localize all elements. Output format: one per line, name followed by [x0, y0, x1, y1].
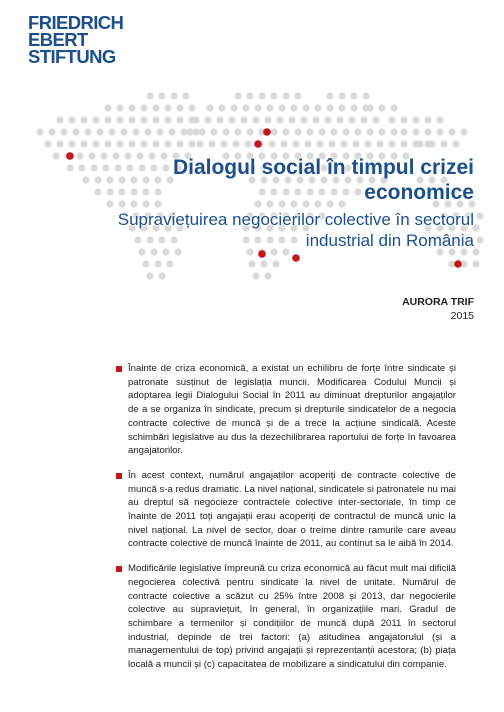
- map-dot: [198, 128, 205, 135]
- map-dot: [416, 140, 423, 147]
- map-dot: [376, 140, 383, 147]
- map-dot: [436, 116, 443, 123]
- map-dot: [272, 260, 279, 267]
- map-dot: [302, 104, 309, 111]
- map-dot: [326, 92, 333, 99]
- map-dot: [338, 92, 345, 99]
- map-dot: [140, 140, 147, 147]
- map-dot: [362, 92, 369, 99]
- map-dot: [230, 104, 237, 111]
- map-dot: [164, 140, 171, 147]
- map-dot: [252, 272, 259, 279]
- map-dot: [120, 128, 127, 135]
- bullet-text: În acest context, numărul angajaților acoperiți de contracte colective de muncă s-a redus dramatic. La nivel național, sindicatele si patronatele nu mai au dreptul să negocieze contractele colective inter-sectoriale, în timp ce înainte de 2011 toți angajații erau acoperiți de contractul de muncă unic la nivel național. La nivel de sector, doar o treime dintre ramurile care aveau contracte colective de muncă înainte de 2011, au continut sa le aibă în 2014.: [128, 469, 456, 550]
- map-dot: [188, 140, 195, 147]
- map-dot: [364, 140, 371, 147]
- map-dot: [326, 104, 333, 111]
- map-dot-highlight: [254, 140, 262, 148]
- map-dot: [390, 104, 397, 111]
- map-dot: [164, 116, 171, 123]
- map-dot: [436, 128, 443, 135]
- map-dot: [378, 104, 385, 111]
- map-dot: [168, 128, 175, 135]
- summary-bullet: [128, 362, 456, 458]
- map-dot: [196, 140, 203, 147]
- map-dot: [104, 116, 111, 123]
- bullet-text: Modificările legislative împreună cu criza economică au făcut mult mai dificilă negocierea colectivă pentru sindicate la nivel de unitate. Numărul de contracte colective a scăzut cu 25% între 2008 și 2013, dar negocierile colective au supraviețuit, în general, în organizațiile mari. Gradul de schimbare a termenilor și condițiilor de muncă după 2011 în sectorul industrial, depinde de trei factori: (a) atitudinea angajatorului (și a managementului de top) privind angajații și reprezentanții acestora; (b) piața locală a muncii și (c) capacitatea de mobilizare a sindicatului din companie.: [128, 563, 456, 671]
- map-dot-highlight: [454, 260, 462, 268]
- map-dot: [318, 128, 325, 135]
- map-dot: [234, 92, 241, 99]
- summary-bullet: [128, 469, 456, 551]
- map-dot-highlight: [263, 128, 271, 136]
- map-dot: [104, 104, 111, 111]
- map-dot: [350, 92, 357, 99]
- map-dot: [142, 260, 149, 267]
- map-dot: [252, 116, 259, 123]
- map-dot: [76, 152, 83, 159]
- map-dot: [258, 92, 265, 99]
- map-dot: [306, 128, 313, 135]
- map-dot: [234, 128, 241, 135]
- map-dot: [350, 104, 357, 111]
- map-dot: [128, 140, 135, 147]
- map-dot: [52, 152, 59, 159]
- map-dot: [92, 140, 99, 147]
- summary-bullets: [128, 362, 456, 683]
- map-dot: [452, 140, 459, 147]
- map-dot: [476, 236, 483, 243]
- map-dot: [312, 116, 319, 123]
- map-dot: [166, 260, 173, 267]
- bullet-marker-icon: [116, 566, 122, 572]
- document-title: Dialogul social în timpul crizei economice: [172, 156, 474, 204]
- map-dot: [246, 92, 253, 99]
- map-dot: [176, 104, 183, 111]
- map-dot: [208, 140, 215, 147]
- map-dot: [304, 140, 311, 147]
- map-dot: [56, 140, 63, 147]
- map-dot: [80, 116, 87, 123]
- map-dot: [448, 128, 455, 135]
- map-dot: [328, 140, 335, 147]
- map-dot: [72, 128, 79, 135]
- map-dot: [82, 176, 89, 183]
- map-dot: [264, 272, 271, 279]
- map-dot: [240, 116, 247, 123]
- map-dot: [154, 260, 161, 267]
- map-dot: [412, 116, 419, 123]
- map-dot: [314, 104, 321, 111]
- map-dot: [400, 140, 407, 147]
- author-block: [402, 295, 474, 323]
- map-dot: [78, 164, 85, 171]
- map-dot: [146, 272, 153, 279]
- map-dot: [242, 104, 249, 111]
- map-dot-highlight: [292, 254, 300, 262]
- map-dot: [68, 116, 75, 123]
- map-dot: [340, 140, 347, 147]
- map-dot: [424, 128, 431, 135]
- map-dot: [290, 104, 297, 111]
- map-dot: [164, 104, 171, 111]
- title-block: [94, 155, 474, 251]
- map-dot: [412, 128, 419, 135]
- bullet-marker-icon: [116, 366, 122, 372]
- map-dot: [246, 128, 253, 135]
- logo-line-1: FRIEDRICH: [28, 12, 124, 33]
- map-dot: [342, 128, 349, 135]
- map-dot: [460, 128, 467, 135]
- map-dot: [292, 140, 299, 147]
- map-dot: [56, 116, 63, 123]
- map-dot: [338, 104, 345, 111]
- map-dot: [248, 260, 255, 267]
- map-dot: [220, 140, 227, 147]
- map-dot: [128, 104, 135, 111]
- bullet-marker-icon: [116, 473, 122, 479]
- document-subtitle: Supraviețuirea negocierilor colective în sectorul industrial din România: [117, 210, 474, 250]
- summary-bullet: [128, 562, 456, 672]
- logo-line-2: EBERT: [28, 29, 88, 50]
- map-dot: [48, 128, 55, 135]
- map-dot: [140, 104, 147, 111]
- map-dot: [280, 140, 287, 147]
- map-dot: [400, 116, 407, 123]
- author-name: AURORA TRIF: [402, 296, 474, 308]
- map-dot: [152, 140, 159, 147]
- map-dot: [282, 128, 289, 135]
- map-dot: [288, 116, 295, 123]
- map-dot: [158, 272, 165, 279]
- map-dot: [216, 116, 223, 123]
- map-dot: [352, 140, 359, 147]
- map-dot: [390, 128, 397, 135]
- map-dot: [244, 140, 251, 147]
- map-dot: [146, 92, 153, 99]
- map-dot: [424, 116, 431, 123]
- map-dot: [204, 116, 211, 123]
- map-dot: [222, 128, 229, 135]
- fes-logo: [28, 14, 146, 65]
- map-dot: [388, 140, 395, 147]
- map-dot: [378, 128, 385, 135]
- map-dot: [192, 116, 199, 123]
- map-dot: [156, 128, 163, 135]
- map-dot: [44, 140, 51, 147]
- logo-line-3: STIFTUNG: [28, 46, 116, 67]
- map-dot: [170, 92, 177, 99]
- map-dot: [294, 92, 301, 99]
- bullet-text: Înainte de criza economică, a existat un echilibru de forțe între sindicate și patronate susținut de legislația muncii. Modificarea Codului Muncii și adoptarea legii Dialogului Social în 2011 au diminuat drepturilor angajaților de a se organiza în sindicate, precum și drepturile sindicatelor de a negocia contracte colective de muncă și de a trece la acțiune sindicală. Aceste schimbări legislative au dus la dezechilibrarea raportului de forțe în favoarea angajatorilor.: [128, 363, 456, 457]
- map-dot: [182, 92, 189, 99]
- map-dot: [348, 116, 355, 123]
- map-dot: [300, 116, 307, 123]
- map-dot: [108, 128, 115, 135]
- map-dot: [366, 104, 373, 111]
- map-dot: [268, 140, 275, 147]
- map-dot: [152, 104, 159, 111]
- map-dot: [36, 128, 43, 135]
- map-dot: [116, 140, 123, 147]
- map-dot: [372, 116, 379, 123]
- map-dot: [476, 212, 483, 219]
- map-dot: [400, 128, 407, 135]
- map-dot: [336, 116, 343, 123]
- map-dot: [276, 116, 283, 123]
- map-dot: [228, 116, 235, 123]
- publication-year: 2015: [450, 310, 474, 322]
- map-dot: [176, 116, 183, 123]
- map-dot: [282, 92, 289, 99]
- map-dot: [96, 128, 103, 135]
- map-dot: [66, 164, 73, 171]
- map-dot: [128, 116, 135, 123]
- map-dot: [266, 104, 273, 111]
- map-dot: [80, 140, 87, 147]
- map-dot: [84, 128, 91, 135]
- map-dot: [206, 104, 213, 111]
- map-dot: [260, 260, 267, 267]
- map-dot: [440, 140, 447, 147]
- map-dot: [232, 140, 239, 147]
- map-dot: [330, 128, 337, 135]
- map-dot: [254, 104, 261, 111]
- map-dot: [144, 128, 151, 135]
- map-dot-highlight: [66, 152, 74, 160]
- map-dot: [270, 92, 277, 99]
- map-dot: [366, 128, 373, 135]
- map-dot: [188, 104, 195, 111]
- map-dot: [360, 116, 367, 123]
- map-dot: [158, 92, 165, 99]
- map-dot: [68, 140, 75, 147]
- map-dot: [264, 116, 271, 123]
- map-dot: [218, 104, 225, 111]
- map-dot: [92, 116, 99, 123]
- map-dot: [354, 128, 361, 135]
- map-dot: [210, 128, 217, 135]
- map-dot: [60, 128, 67, 135]
- map-dot-highlight: [258, 250, 266, 258]
- map-dot: [176, 140, 183, 147]
- map-dot: [152, 116, 159, 123]
- map-dot: [472, 260, 479, 267]
- map-dot: [116, 104, 123, 111]
- map-dot: [316, 140, 323, 147]
- map-dot: [186, 128, 193, 135]
- map-dot: [132, 128, 139, 135]
- map-dot: [278, 104, 285, 111]
- map-dot: [140, 116, 147, 123]
- map-dot: [324, 116, 331, 123]
- map-dot: [388, 116, 395, 123]
- map-dot: [104, 140, 111, 147]
- map-dot: [428, 140, 435, 147]
- map-dot: [116, 116, 123, 123]
- map-dot: [270, 128, 277, 135]
- map-dot: [294, 128, 301, 135]
